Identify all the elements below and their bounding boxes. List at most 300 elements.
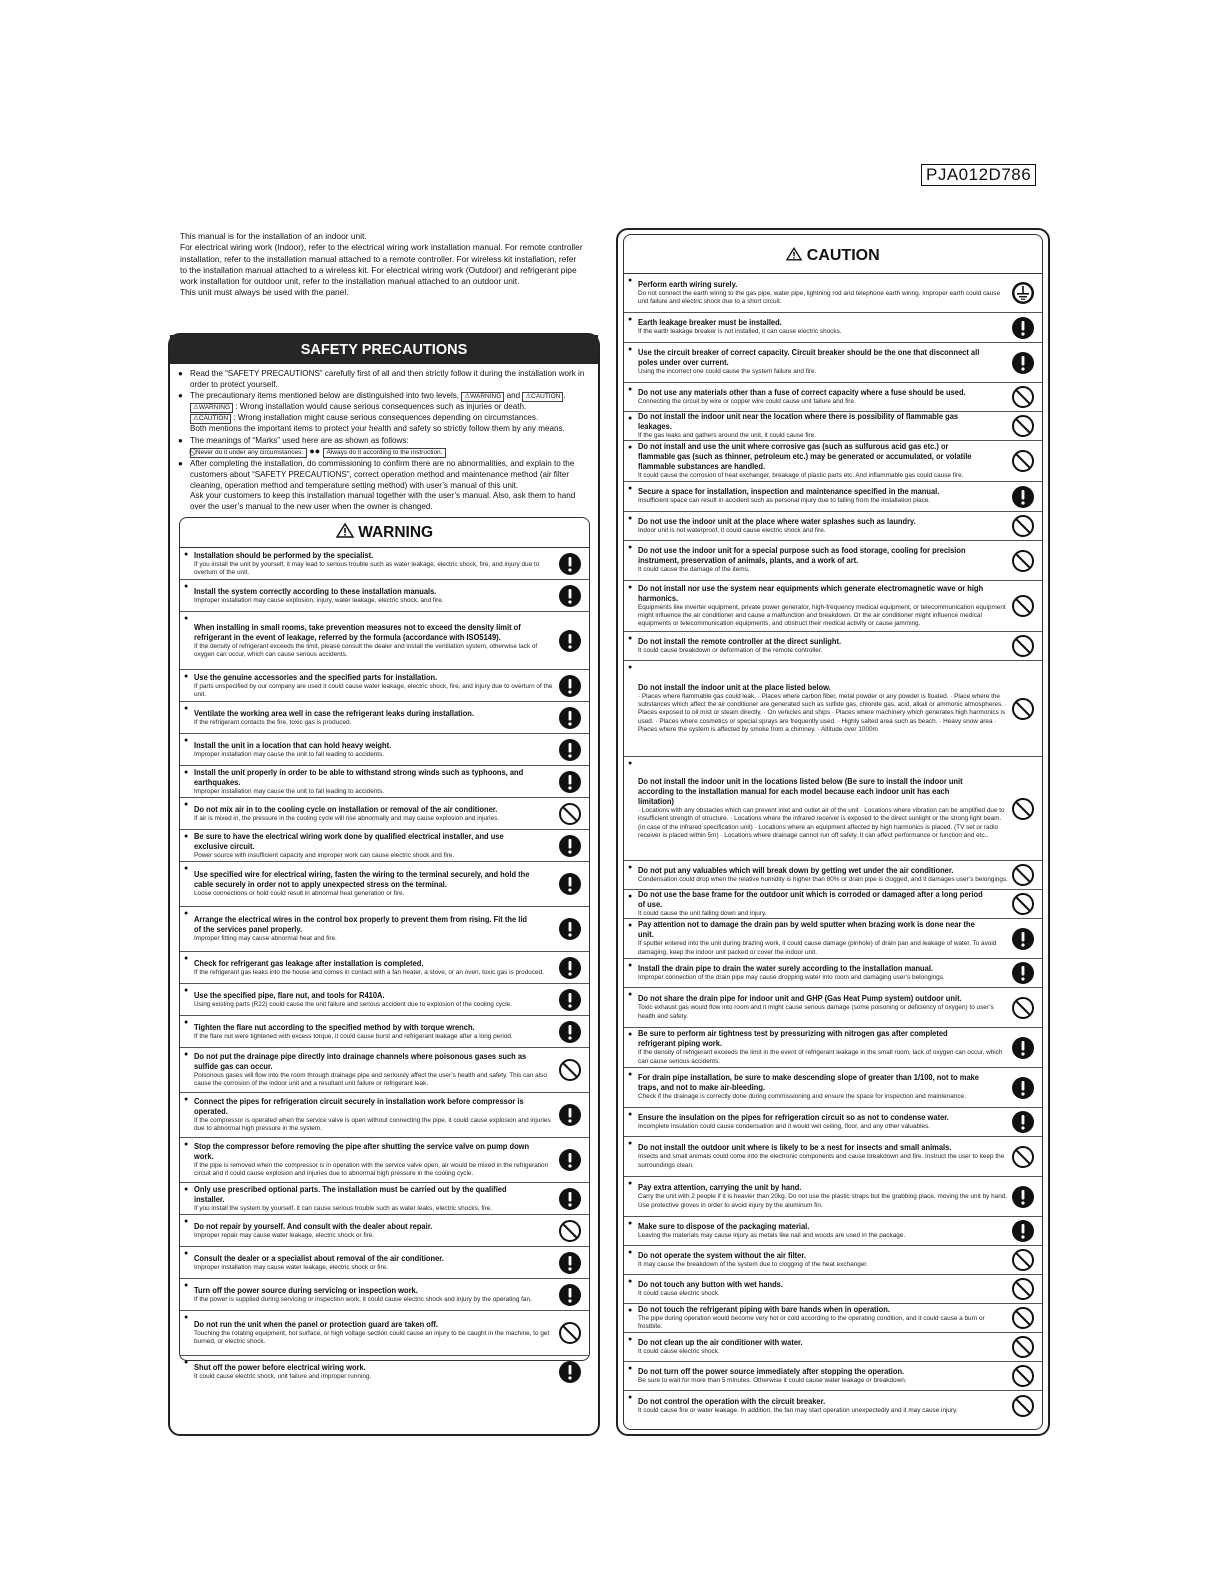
caution-item [624,890,1042,919]
caution-item [624,412,1042,441]
caution-item-detail: Using the incorrect one could cause the system failure and fire. [638,368,817,376]
warning-definition: : Wrong installation would cause serious consequences such as injuries or death. [235,402,527,412]
mandatory-icon [1011,1185,1035,1209]
sp-paragraph-2b: Both mentions the important items to protect your health and safety so strictly follow them by any means. [190,424,565,434]
caution-item-detail: Toxic exhaust gas would flow into room and it might cause serious damage (some poisoning or deficiency of oxygen) to user’s health and safety. [638,1004,994,1020]
caution-item-title: Earth leakage breaker must be installed. [638,318,782,328]
caution-item-detail: Indoor unit is not waterproof. It could cause electric shock and fire. [638,526,826,534]
prohibited-icon [1011,1394,1035,1418]
bullet-icon: ● [184,801,189,809]
caution-item-title: Secure a space for installation, inspection and maintenance specified in the manual. [638,487,940,497]
bullet-icon: ● [628,864,633,871]
caution-item [624,757,1042,861]
bullet-icon: ● [184,1359,189,1367]
earth-icon [1011,281,1035,305]
warning-item-detail: Poisonous gases will flow into the room through drainage pipe and seriously affect the user’s health and safety. This can also cause the corrosion of the indoor unit and a resultant unit failure or refrigerant leak. [194,1072,547,1088]
document-number: PJA012D786 [921,164,1036,186]
warning-item-title: Be sure to have the electrical wiring work done by qualified electrical installer, and use exclusive circuit. [194,831,504,851]
prohibited-icon [1011,892,1035,916]
caution-item [624,1217,1042,1246]
warning-item-detail: If air is mixed in, the pressure in the cooling cycle will rise abnormally and may cause explosion and injuries. [194,814,500,822]
caution-item [624,383,1042,412]
bullet-icon: ● [628,1307,633,1314]
bullet-icon: ● [184,1314,189,1322]
warning-item [180,984,589,1016]
prohibited-icon [1011,1145,1035,1169]
warning-item-title: Arrange the electrical wires in the control box properly to prevent them from rising. Fit the lid of the services panel properly. [194,915,528,935]
warning-item-title: Turn off the power source during servicing or inspection work. [194,1285,418,1295]
warning-item [180,830,589,862]
caution-item-title: Do not put any valuables which will break down by getting wet under the air conditioner. [638,865,954,875]
warning-item-detail: Improper installation may cause explosion, injury, water leakage, electric shock, and fire. [194,596,444,604]
bullet-icon: ● [628,1249,633,1256]
caution-item-detail: If the density of refrigerant exceeds the limit in the event of refrigerant leakage in the small room, lack of oxygen can occur, which can cause serious accidents. [638,1049,1003,1065]
bullet-icon: ● [184,1186,189,1194]
warning-item-title: Install the system correctly according to these installation manuals. [194,586,437,596]
mandatory-icon [1011,316,1035,340]
warning-label-badge: ⚠WARNING [461,392,504,402]
bullet-icon: ● [184,1282,189,1290]
warning-item-title: Do not put the drainage pipe directly into drainage channels where poisonous gases such as sulfide gas can occur. [194,1052,527,1072]
warning-item-detail: If the pipe is removed when the compressor is in operation with the service valve open, air would be mixed in the refrigeration circuit and it could cause explosion and injuries due to abnormal high pressure in the cooling cycle. [194,1162,549,1178]
mandatory-icon [558,917,582,941]
bullet-icon: ● [184,1250,189,1258]
caution-item-detail: Check if the drainage is correctly done during commissioning and ensure the space for inspection and maintenance. [638,1093,966,1101]
caution-item-title: Make sure to dispose of the packaging material. [638,1221,810,1231]
mandatory-icon [558,1283,582,1307]
mandatory-icon [558,584,582,608]
caution-panel [616,228,1050,1436]
mandatory-icon [558,1103,582,1127]
warning-item-title: Installation should be performed by the specialist. [194,550,374,560]
bullet-icon: ● [184,1218,189,1226]
caution-item [624,482,1042,512]
caution-item-detail: Be sure to wait for more than 5 minutes. Otherwise it could cause water leakage or breakdown. [638,1376,907,1384]
caution-item [624,632,1042,661]
caution-item-detail: Insufficient space can result in accident such as personal injury due to falling from the installation place. [638,497,931,505]
caution-item-detail: Insects and small animals could come into the electronic components and cause breakdown and fire. Instruct the user to keep the surroundings clean. [638,1153,1005,1169]
warning-item-title: Use the specified pipe, flare nut, and tools for R410A. [194,990,385,1000]
mandatory-icon [1011,485,1035,509]
caution-item-title: Do not use the base frame for the outdoor unit which is corroded or damaged after a long period of use. [638,889,983,909]
warning-item-title: Use specified wire for electrical wiring, fasten the wiring to the terminal securely, and hold the cable securely in order not to apply unexpected stress on the terminal. [194,870,530,890]
warning-item [180,766,589,798]
warning-item-detail: Improper repair may cause water leakage, electric shock or fire. [194,1231,375,1239]
caution-item [624,1246,1042,1275]
bullet-icon: ● [184,615,189,623]
mandatory-icon [558,706,582,730]
warning-item-detail: If you install the unit by yourself, it may lead to serious trouble such as water leakage, electric shock, fire, and injury due to overturn of the unit. [194,560,540,576]
warning-item [180,1093,589,1138]
mandatory-icon [558,770,582,794]
mandatory-icon [1011,1036,1035,1060]
caution-item-title: Do not install the indoor unit near the location where there is possibility of flammable gas leakages. [638,411,959,431]
warning-item [180,907,589,952]
prohibited-icon [1011,634,1035,658]
caution-label-badge-2: ⚠CAUTION [190,414,231,424]
prohibited-icon [1011,996,1035,1020]
caution-definition: : Wrong installation might cause serious consequences depending on circumstances. [233,413,539,423]
warning-item [180,798,589,830]
prohibited-icon [1011,414,1035,438]
mandatory-icon [1011,1110,1035,1134]
mandatory-icon [1011,351,1035,375]
bullet-icon: ● [628,444,633,451]
mandatory-icon [558,1251,582,1275]
marks-legend-always [323,448,447,458]
mandatory-icon [558,1020,582,1044]
and-text: and [506,391,521,401]
bullet-icon: ● [184,987,189,995]
caution-item-detail: If sputter entered into the unit during brazing work, it could cause damage (pinhole) of drain pan and leakage of water. To avoid damaging, keep the indoor unit packed or cover the indoor unit. [638,940,997,956]
warning-title [180,518,589,548]
mark-never-text: Never do it under any circumstances. [195,449,304,457]
caution-item [624,988,1042,1028]
warning-item-title: Ventilate the working area well in case the refrigerant leaks during installation. [194,708,475,718]
bullet-icon: ● [184,865,189,873]
caution-item-title: Install the drain pipe to drain the water surely according to the installation manual. [638,963,934,973]
bullet-icon: ● [628,635,633,642]
bullet-icon: ● [628,1278,633,1285]
prohibited-icon [1011,1248,1035,1272]
caution-item-detail: Do not connect the earth wiring to the gas pipe, water pipe, lightning rod and telephone earth wiring. Improper earth could cause unit failure and electric shock due to a short circuit. [638,289,1001,305]
warning-item-detail: Improper fitting may cause abnormal heat and fire. [194,935,337,943]
bullet-icon: ● [628,544,633,551]
caution-item-title: Do not install and use the unit where corrosive gas (such as sulfurous acid gas etc.) or flammable gas (such as thinner, petroleum etc.) may be generated or accumulated, or volatile flammable substances are handled. [638,441,972,471]
warning-item-detail: If the refrigerant gas leaks into the house and comes in contact with a fan heater, a stove, or an oven, toxic gas is produced. [194,968,544,976]
caution-triangle-icon [786,247,802,261]
mandatory-icon [558,956,582,980]
bullet-icon: ● [184,833,189,841]
prohibited-icon [1011,549,1035,573]
warning-item [180,952,589,984]
caution-item [624,581,1042,632]
prohibited-icon [1011,1277,1035,1301]
bullet-icon: ● [628,1140,633,1147]
mandatory-icon [558,629,582,653]
warning-item-title: Consult the dealer or a specialist about removal of the air conditioner. [194,1253,444,1263]
warning-item-title: When installing in small rooms, take prevention measures not to exceed the density limit of refrigerant in the event of leakage, referred by the formula (accordance with ISO5149). [194,622,521,642]
bullet-icon: ● [628,922,633,929]
warning-item-title: Tighten the flare nut according to the specified method by with torque wrench. [194,1022,475,1032]
bullet-icon: ● [184,1019,189,1027]
warning-item-detail: Improper installation may cause water leakage, electric shock or fire. [194,1263,388,1271]
warning-item-detail: If the power is supplied during servicing or inspection work, it could cause electric shock and injury by the operating fan. [194,1295,532,1303]
warning-item-detail: Touching the rotating equipment, hot surface, or high voltage section could cause an injury to be caught in the machine, to get burned, or electric shock. [194,1330,550,1346]
warning-item [180,702,589,734]
safety-precautions-panel [168,333,600,1436]
sp-paragraph-3: The meanings of “Marks” used here are as shown as follows: [190,435,409,445]
bullet-icon: ● [628,1336,633,1343]
warning-item-title: Install the unit properly in order to be able to withstand strong winds such as typhoons, and earthquakes. [194,767,524,787]
caution-item-detail: Condensation could drop when the relative humidity is higher than 80% or drain pipe is clogged, and it damages user’s belongings. [638,875,1008,883]
caution-item-title: Ensure the insulation on the pipes for refrigeration circuit so as not to condense water. [638,1112,949,1122]
safety-precautions-body: ● Read the “SAFETY PRECAUTIONS” carefully first of all and then strictly follow it during the installation work in order to protect yourself. ● The precautionary items mentioned below are distinguished into two levels, ⚠WARNING and ⚠CAUTION . ⚠WARNING : Wrong installation would cause serious consequences such as injuries or death. ⚠CAUTION : Wrong installation might cause serious consequences depending on circumstances. Both mentions the important items to protect your health and safety so strictly follow them by any means. ● The meanings of “Marks” used here are as shown as follows: Never do it under any circumstances. ●● Always do it according to the instruction. ● After completing the installation, do commissioning to confirm there are no abnormalities, and explain to the customers about “SAFETY PRECAUTIONS”, correct operation method and maintenance method (air filter cleaning, operation method and temperature setting method) with user’s manual of this unit. Ask your customers to keep this installation manual together with the user’s manual. Also, ask them to hand over the user’s manual to the new user when the owner is changed. [178,369,585,511]
caution-item-title: Do not use the indoor unit at the place where water splashes such as laundry. [638,516,916,526]
warning-item [180,1048,589,1093]
caution-item-title: Do not operate the system without the air filter. [638,1250,806,1260]
warning-triangle-icon [336,523,354,538]
caution-item [624,959,1042,988]
warning-item-title: Shut off the power before electrical wiring work. [194,1363,366,1373]
prohibited-icon [1011,1364,1035,1388]
bullet-icon: ● [184,910,189,918]
warning-box [179,517,590,1381]
bullet-icon: ● [184,583,189,591]
bullet-icon: ● [628,584,633,591]
caution-item-detail: It could cause the unit falling down and injury. [638,909,767,917]
caution-item-title: Perform earth wiring surely. [638,279,738,289]
caution-item [624,541,1042,581]
bullet-icon: ● [184,955,189,963]
warning-item-title: Do not run the unit when the panel or protection guard are taken off. [194,1320,438,1330]
warning-label-badge-2: ⚠WARNING [190,403,233,413]
caution-item-detail: Improper connection of the drain pipe may cause dropping water into room and damaging user’s belongings. [638,973,945,981]
warning-item [180,1279,589,1311]
mandatory-icon [558,738,582,762]
warning-item [180,1138,589,1183]
sp-paragraph-1: Read the “SAFETY PRECAUTIONS” carefully first of all and then strictly follow it during the installation work in order to protect yourself. [190,369,585,389]
intro-text [180,231,585,299]
marks-legend [190,448,307,458]
warning-item [180,1356,589,1388]
caution-item [624,313,1042,343]
intro-line-3: This unit must always be used with the panel. [180,287,349,298]
prohibited-icon [558,1219,582,1243]
caution-item [624,1362,1042,1391]
bullet-icon: ● [628,760,633,767]
mandatory-icon [558,1360,582,1384]
caution-item [624,343,1042,383]
mandatory-icon [558,552,582,576]
caution-item-detail: Connecting the circuit by wire or copper wire could cause unit failure and fire. [638,397,856,405]
warning-item-title: Stop the compressor before removing the pipe after shutting the service valve on pump down work. [194,1142,530,1162]
caution-item [624,1275,1042,1304]
bullet-icon: ● [184,769,189,777]
caution-item-title: Be sure to perform air tightness test by pressurizing with nitrogen gas after completed refrigerant piping work. [638,1029,948,1049]
bullet-icon: ● [184,737,189,745]
caution-label-badge: ⚠CAUTION [522,392,563,402]
caution-item-detail: It could cause the corrosion of heat exchanger, breakage of plastic parts etc. And inflammable gas could cause fire. [638,471,964,479]
intro-line-1: This manual is for the installation of an indoor unit. [180,231,367,241]
bullet-icon: ● [628,415,633,422]
warning-item [180,670,589,702]
bullet-icon: ● [628,991,633,998]
caution-title [624,235,1042,274]
caution-item-detail: · Places where flammable gas could leak. · Places where carbon fiber, metal powder or any powder is floated. · Place where the substances which affect the air conditioner are generated such as sulfide gas, chloride gas, acid, alkali or ammonic atmospheres. · Places exposed to oil mist or steam directly. · On vehicles and ships · Places where machinery which generates high harmonics is used. · Places where cosmetics or special sprays are frequently used. · Highly salted area such as beach. · Heavy snow area · Places where the system is affected by smoke from a chimney. · Altitude over 1000m [638,692,1007,733]
caution-item [624,274,1042,313]
mandatory-icon [558,872,582,896]
warning-item-title: Check for refrigerant gas leakage after installation is completed. [194,958,424,968]
caution-item [624,1028,1042,1068]
caution-item-detail: Equipments like inverter equipment, private power generator, high-frequency medical equipment, or telecommunication equipment might influence the air conditioner and cause a malfunction and breakdown. Or the air conditioner might influence medical equipments or telecommunication equipments, and obstruct their medical activity or cause jamming. [638,603,1006,628]
caution-item-detail: The pipe during operation would become very hot or cold according to the operating condition, and it could cause a burn or frostbite. [638,1314,985,1330]
caution-item-title: Do not touch the refrigerant piping with bare hands when in operation. [638,1304,890,1314]
bullet-icon: ● [628,664,633,671]
bullet-icon: ● [628,1071,633,1078]
warning-item-title: Do not repair by yourself. And consult with the dealer about repair. [194,1221,433,1231]
bullet-icon: ● [628,485,633,492]
caution-item-detail: It could cause electric shock. [638,1347,720,1355]
warning-item [180,734,589,766]
caution-item [624,1108,1042,1137]
mandatory-icon [1011,1076,1035,1100]
caution-item-title: Do not clean up the air conditioner with water. [638,1337,803,1347]
bullet-icon: ● [628,893,633,900]
warning-item [180,1183,589,1215]
warning-item-title: Only use prescribed optional parts. The installation must be carried out by the qualified installer. [194,1184,507,1204]
prohibited-icon [1011,1306,1035,1330]
caution-item [624,512,1042,541]
caution-item-detail: · Locations with any obstacles which can prevent inlet and outlet air of the unit · Locations where vibration can be amplified due to insufficient strength of structure. · Locations where the infrared receiver is exposed to the direct sunlight or the strong light beam. (in case of the infrared specification unit) · Locations where an equipment affected by high harmonics is placed. (TV set or radio receiver is placed within 5m) · Locations where drainage cannot run off safely. It can affect performance or function and etc.. [638,807,1005,839]
warning-item-detail: Improper installation may cause the unit to fall leading to accidents. [194,750,385,758]
prohibited-icon [1011,863,1035,887]
mandatory-mark-icon: ●● [309,446,321,457]
caution-item-title: Pay attention not to damage the drain pan by weld sputter when brazing work is done near the unit. [638,920,975,940]
caution-item-title: Do not share the drain pipe for indoor unit and GHP (Gas Heat Pump system) outdoor unit. [638,994,962,1004]
caution-item-detail: Carry the unit with 2 people if it is heavier than 20kg. Do not use the plastic straps but the grabbing place, moving the unit by hand. Use protective gloves in order to avoid injury by the aluminum fin. [638,1193,1008,1209]
bullet-icon: ● [628,1111,633,1118]
caution-item [624,1391,1042,1421]
bullet-icon: ● [628,1031,633,1038]
warning-item [180,1247,589,1279]
sp-paragraph-4: After completing the installation, do commissioning to confirm there are no abnormalities, and explain to the customers about “SAFETY PRECAUTIONS”, correct operation method and maintenance method (air filter cleaning, operation method and temperature setting method) with user’s manual of this unit. [190,459,575,490]
caution-title-text: CAUTION [806,247,880,264]
warning-item-detail: If you install the system by yourself, it can cause serious trouble such as water leaks, electric shocks, fire. [194,1204,493,1212]
caution-item-title: Do not install nor use the system near equipments which generate electromagnetic wave or high harmonics. [638,583,984,603]
caution-item [624,861,1042,890]
mandatory-icon [1011,1219,1035,1243]
caution-item [624,1304,1042,1333]
prohibited-icon [1011,797,1035,821]
caution-item-detail: If the earth leakage breaker is not installed, it can cause electric shocks. [638,328,842,336]
warning-item [180,580,589,612]
mandatory-icon [1011,927,1035,951]
warning-item-title: Connect the pipes for refrigeration circuit securely in installation work before compressor is operated. [194,1097,524,1117]
caution-item-detail: It may cause the breakdown of the system due to clogging of the heat exchanger. [638,1260,868,1268]
warning-item-detail: Power source with insufficient capacity and improper work can cause electric shock and fire. [194,851,455,859]
warning-item-title: Do not mix air in to the cooling cycle on installation or removal of the air conditioner. [194,804,498,814]
caution-item-detail: It could cause breakdown or deformation of the remote controller. [638,646,823,654]
prohibited-icon [1011,385,1035,409]
caution-item [624,441,1042,482]
caution-item-title: Do not install the outdoor unit where is likely to be a nest for insects and small animals. [638,1143,952,1153]
mark-always-text: Always do it according to the instruction. [326,449,443,457]
caution-item-detail: It could cause electric shock. [638,1289,720,1297]
caution-item [624,919,1042,959]
prohibited-icon [558,802,582,826]
warning-item-detail: It could cause electric shock, unit failure and improper running. [194,1373,372,1381]
bullet-icon: ● [184,1141,189,1149]
bullet-icon: ● [628,346,633,353]
caution-box [623,234,1043,1430]
caution-item-title: Do not install the indoor unit at the place listed below. [638,682,831,692]
warning-item-detail: Improper installation may cause the unit to fall leading to accidents. [194,787,385,795]
bullet-icon: ● [628,316,633,323]
bullet-icon: ● [628,1394,633,1401]
caution-item-title: Do not control the operation with the circuit breaker. [638,1396,826,1406]
caution-item-title: Do not install the remote controller at the direct sunlight. [638,636,842,646]
warning-item [180,1215,589,1247]
warning-title-text: WARNING [358,524,434,542]
warning-list [180,548,589,1388]
mandatory-icon [558,674,582,698]
warning-item [180,862,589,907]
bullet-icon: ● [628,962,633,969]
warning-item [180,1311,589,1356]
bullet-icon: ● [184,673,189,681]
mandatory-icon [558,1148,582,1172]
warning-item-detail: If the compressor is operated when the service valve is open without connecting the pipe, it could cause explosion and injuries due to abnormal high pressure in the system. [194,1117,551,1133]
warning-item-title: Install the unit in a location that can hold heavy weight. [194,740,392,750]
warning-item-detail: If the density of refrigerant exceeds the limit, please consult the dealer and install the ventilation system, otherwise lack of oxygen can occur, which can cause serious accidents. [194,642,538,658]
warning-item-title: Use the genuine accessories and the specified parts for installation. [194,672,438,682]
caution-item-title: For drain pipe installation, be sure to make descending slope of greater than 1/100, not to make traps, and not to make air-bleeding. [638,1073,979,1093]
caution-item-detail: It could cause fire or water leakage. In addition, the fan may start operation unexpectedly and it may cause injury. [638,1406,958,1414]
caution-list [624,274,1042,1421]
caution-item-title: Do not use the indoor unit for a special purpose such as food storage, cooling for precision instrument, preservation of animals, plants, and a work of art. [638,546,966,566]
warning-item [180,548,589,580]
warning-item [180,1016,589,1048]
caution-item-title: Do not touch any button with wet hands. [638,1279,783,1289]
warning-item-detail: If the refrigerant contacts the fire, toxic gas is produced. [194,718,352,726]
caution-item [624,1177,1042,1217]
caution-item-title: Do not use any materials other than a fuse of correct capacity where a fuse should be used. [638,387,966,397]
caution-item-title: Do not turn off the power source immediately after stopping the operation. [638,1366,905,1376]
caution-item-detail: It could cause the damage of the items. [638,566,750,574]
caution-item [624,1333,1042,1362]
intro-line-2: For electrical wiring work (Indoor), refer to the electrical wiring work installation manual. For remote controller installation, refer to the installation manual attached to a remote controller. For wireless kit installation, refer to the installation manual attached to a wireless kit. For electrical wiring work (Outdoor) and refrigerant pipe work installation for outdoor unit, refer to the installation manual attached to an outdoor unit. [180,242,583,287]
warning-item-detail: If the flare nut were tightened with excess torque, it could cause burst and refrigerant leakage after a long period. [194,1032,513,1040]
prohibited-icon [1011,1335,1035,1359]
caution-item [624,1137,1042,1177]
prohibited-icon [558,1058,582,1082]
caution-item [624,661,1042,757]
warning-item [180,612,589,670]
bullet-icon: ● [628,1220,633,1227]
caution-item-detail: Leaving the materials may cause injury as metals like nail and woods are used in the package. [638,1231,906,1239]
caution-item-detail: If the gas leaks and gathers around the unit, it could cause fire. [638,431,816,439]
prohibited-icon [1011,449,1035,473]
safety-precautions-title: SAFETY PRECAUTIONS [170,335,598,364]
caution-item-title: Pay extra attention, carrying the unit by hand. [638,1183,802,1193]
caution-item-detail: Incomplete insulation could cause condensation and it would wet ceiling, floor, and any other valuables. [638,1122,931,1130]
caution-item-title: Do not install the indoor unit in the locations listed below (Be sure to install the indoor unit according to the installation manual for each model because each indoor unit has each limitation) [638,777,963,807]
caution-item [624,1068,1042,1108]
mandatory-icon [558,988,582,1012]
bullet-icon: ● [628,515,633,522]
bullet-icon: ● [628,1180,633,1187]
bullet-icon: ● [184,1096,189,1104]
prohibited-icon [558,1321,582,1345]
prohibited-icon [1011,697,1035,721]
sp-paragraph-2a: The precautionary items mentioned below are distinguished into two levels, [190,391,460,401]
prohibited-icon [1011,514,1035,538]
bullet-icon: ● [628,277,633,284]
sp-paragraph-5: Ask your customers to keep this installation manual together with the user’s manual. Also, ask them to hand over the user’s manual to the new user when the owner is changed. [190,491,576,511]
bullet-icon: ● [184,1051,189,1059]
prohibited-icon [1011,594,1035,618]
warning-item-detail: If parts unspecified by our company are used it could cause water leakage, electric shock, fire, and injury due to overturn of the unit. [194,682,553,698]
bullet-icon: ● [628,386,633,393]
bullet-icon: ● [184,551,189,559]
bullet-icon: ● [628,1365,633,1372]
warning-item-detail: Using existing parts (R22) could cause the unit failure and serious accident due to explosion of the cooling cycle. [194,1000,512,1008]
bullet-icon: ● [184,705,189,713]
caution-item-title: Use the circuit breaker of correct capacity. Circuit breaker should be the one that disconnect all poles under over current. [638,348,980,368]
mandatory-icon [1011,961,1035,985]
mandatory-icon [558,1187,582,1211]
